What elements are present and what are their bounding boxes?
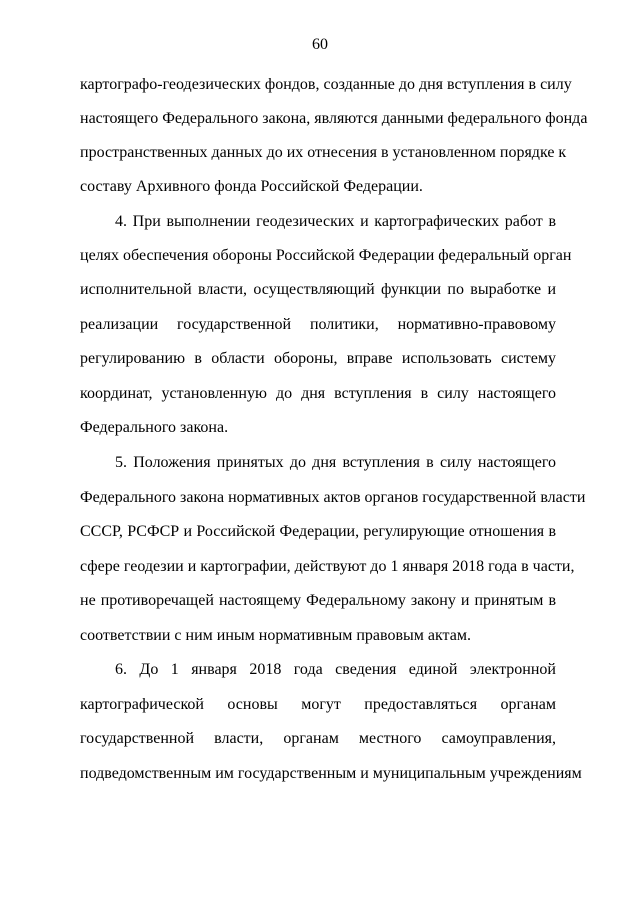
text-line: не противоречащей настоящему Федеральному закону и принятым в [80, 592, 556, 609]
text-line: Федерального закона. [80, 419, 229, 436]
text-line: сфере геодезии и картографии, действуют до 1 января 2018 года в части, [80, 558, 575, 575]
text-line: координат, установленную до дня вступления в силу настоящего [80, 385, 556, 402]
text-line: СССР, РСФСР и Российской Федерации, регулирующие отношения в [80, 523, 556, 540]
text-line: Федерального закона нормативных актов органов государственной власти [80, 489, 586, 506]
text-line: настоящего Федерального закона, являются данными федерального фонда [80, 110, 588, 127]
text-line: картографо-геодезических фондов, созданные до дня вступления в силу [80, 76, 572, 93]
text-line: пространственных данных до их отнесения в установленном порядке к [80, 144, 567, 161]
text-line: соответствии с ним иным нормативным правовым актам. [80, 627, 471, 644]
text-line: целях обеспечения обороны Российской Федерации федеральный орган [80, 247, 572, 264]
text-line: исполнительной власти, осуществляющий функции по выработке и [80, 281, 556, 298]
paragraph-first-line: 5. Положения принятых до дня вступления в силу настоящего [115, 454, 556, 471]
text-line: составу Архивного фонда Российской Федерации. [80, 178, 423, 195]
text-line: подведомственным им государственным и муниципальным учреждениям [80, 765, 582, 782]
text-line: реализации государственной политики, нормативно-правовому [80, 316, 556, 333]
page-number: 60 [312, 36, 328, 53]
text-line: картографической основы могут предоставляться органам [80, 696, 556, 713]
text-line: государственной власти, органам местного самоуправления, [80, 730, 556, 747]
text-line: регулированию в области обороны, вправе использовать систему [80, 350, 556, 367]
paragraph-first-line: 6. До 1 января 2018 года сведения единой электронной [115, 661, 556, 678]
paragraph-first-line: 4. При выполнении геодезических и картографических работ в [115, 213, 556, 230]
